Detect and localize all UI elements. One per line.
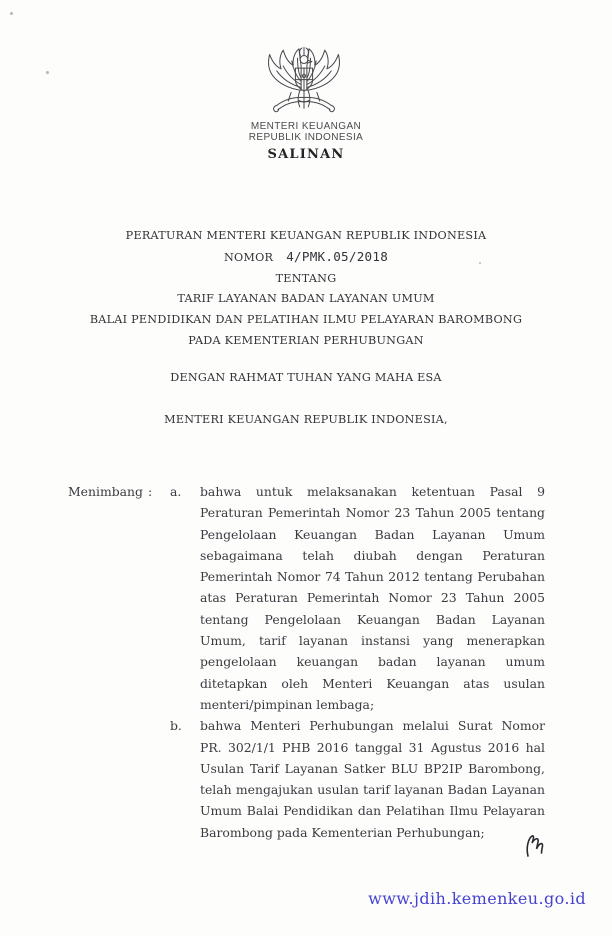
- considerations-label: Menimbang: [68, 484, 143, 499]
- about-label: TENTANG: [275, 271, 337, 285]
- jdih-website-link[interactable]: www.jdih.kemenkeu.go.id: [368, 889, 586, 908]
- paraf-initials-icon: [519, 833, 549, 861]
- number-label: NOMOR: [223, 250, 274, 264]
- ministry-name-line2: REPUBLIK INDONESIA: [248, 132, 364, 143]
- consideration-text-b: bahwa Menteri Perhubungan melalui Surat Nomor PR. 302/1/1 PHB 2016 tanggal 31 Agustus 2016 hal Usulan Tarif Layanan Satker BLU BP2IP Barombong, telah mengajukan usulan tarif layanan Badan Layanan Umum Balai Pendidikan dan Pelatihan Ilmu Pelayaran Barombong pada Kementerian Perhubungan;: [200, 718, 545, 840]
- number-value: 4/PMK.05/2018: [286, 248, 389, 264]
- considerations-section: [68, 481, 545, 843]
- considerations-separator: :: [148, 484, 153, 499]
- consideration-marker-b: b.: [170, 718, 182, 734]
- subject-line-3: PADA KEMENTERIAN PERHUBUNGAN: [188, 333, 424, 347]
- invocation-line: DENGAN RAHMAT TUHAN YANG MAHA ESA: [170, 371, 442, 384]
- title-block: [0, 226, 612, 352]
- authority-line: MENTERI KEUANGAN REPUBLIK INDONESIA,: [164, 413, 448, 426]
- copy-stamp: SALINAN: [267, 147, 345, 162]
- regulation-number-line: [0, 247, 612, 269]
- ministry-name-line1: MENTERI KEUANGAN: [250, 121, 362, 132]
- scan-speck: [46, 71, 49, 74]
- scan-speck: [10, 12, 13, 15]
- regulation-title: PERATURAN MENTERI KEUANGAN REPUBLIK INDONESIA: [125, 229, 487, 242]
- garuda-pancasila-emblem-icon: [261, 39, 347, 123]
- subject-line-1: TARIF LAYANAN BADAN LAYANAN UMUM: [177, 292, 435, 306]
- subject-line-2: BALAI PENDIDIKAN DAN PELATIHAN ILMU PELAYARAN BAROMBONG: [89, 313, 523, 327]
- consideration-marker-a: a.: [170, 484, 182, 499]
- consideration-text-a: bahwa untuk melaksanakan ketentuan Pasal 9 Peraturan Pemerintah Nomor 23 Tahun 2005 tentang Pengelolaan Keuangan Badan Layanan Umum sebagaimana telah diubah dengan Peraturan Pemerintah Nomor 74 Tahun 2012 tentang Perubahan atas Peraturan Pemerintah Nomor 23 Tahun 2005 tentang Pengelolaan Keuangan Badan Layanan Umum, tarif layanan instansi yang menerapkan pengelolaan keuangan badan layanan umum ditetapkan oleh Menteri Keuangan atas usulan menteri/pimpinan lembaga;: [200, 484, 545, 712]
